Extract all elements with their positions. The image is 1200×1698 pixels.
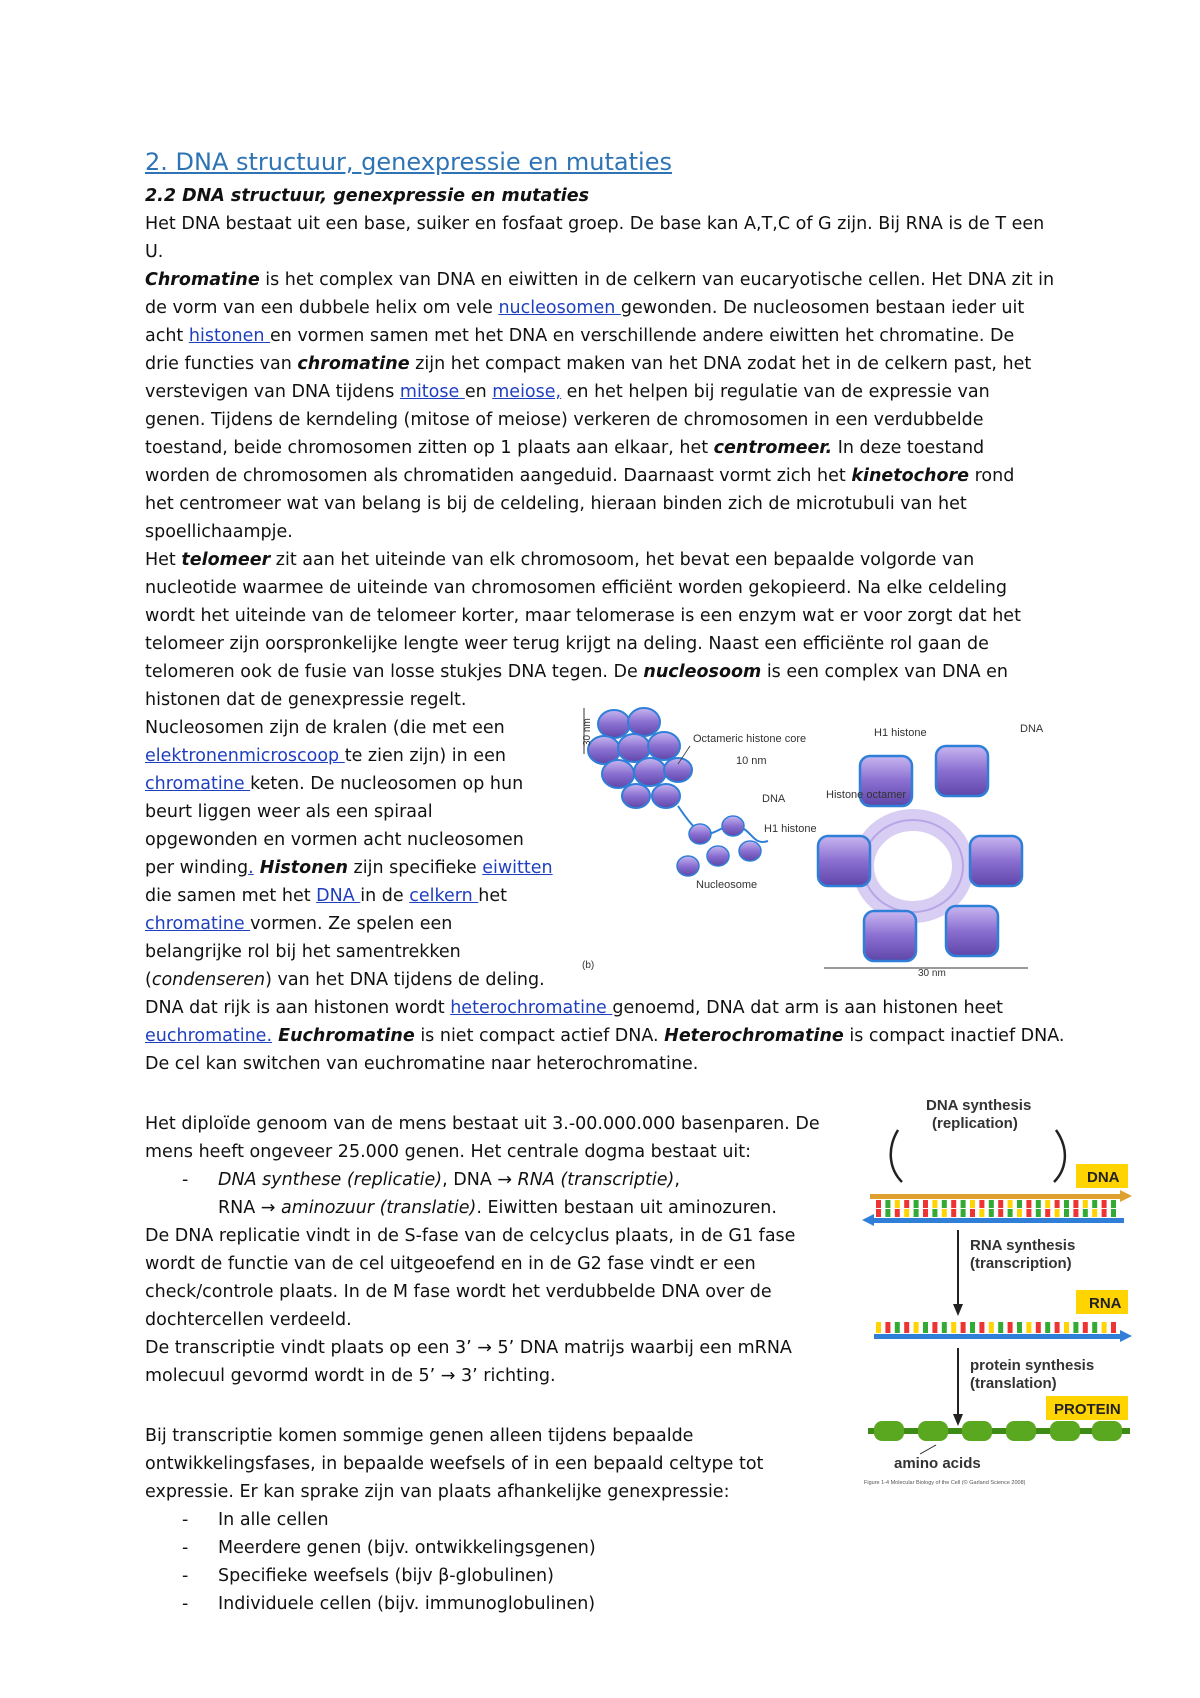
dna-base [942, 1200, 947, 1208]
term-histonen: Histonen [253, 858, 348, 878]
rna-base [1008, 1322, 1013, 1333]
paragraph-line: Het diploïde genoom van de mens bestaat uit 3.-00.000.000 basenparen. De [145, 1114, 820, 1134]
label-protein-synthesis: protein synthesis [970, 1357, 1095, 1374]
rna-base [1092, 1322, 1097, 1333]
dna-base [998, 1209, 1003, 1217]
dna-base [1055, 1200, 1060, 1208]
paragraph-line: expressie. Er kan sprake zijn van plaats afhankelijke genexpressie: [145, 1482, 730, 1502]
rna-base [1083, 1322, 1088, 1333]
tag-dna-label: DNA [1087, 1169, 1120, 1186]
text: keten. De nucleosomen op hun [250, 774, 524, 794]
link-euchromatine[interactable]: euchromatine. [145, 1026, 273, 1046]
text: telomeren ook de fusie van losse stukjes DNA tegen. De [145, 662, 644, 682]
dna-base [1008, 1209, 1013, 1217]
scale-label-30nm: 30 nm [582, 718, 593, 746]
dna-base [1017, 1209, 1022, 1217]
list-item: Specifieke weefsels (bijv β-globulinen) [218, 1566, 554, 1586]
list-dash: - [182, 1566, 189, 1586]
text: is het complex van DNA en eiwitten in de celkern van eucaryotische cellen. Het DNA zit in [259, 270, 1055, 290]
link-histonen[interactable]: histonen [188, 326, 271, 346]
term-nucleosoom: nucleosoom [643, 662, 762, 682]
list-item-continued [218, 1197, 777, 1219]
rna-base [989, 1322, 994, 1333]
central-dogma-figure [860, 1090, 1136, 1490]
list-dash: - [182, 1170, 189, 1190]
dna-base [1083, 1209, 1088, 1217]
paragraph-line [145, 857, 553, 879]
dna-base [895, 1209, 900, 1217]
text: per winding [145, 858, 249, 878]
paragraph-line: De DNA replicatie vindt in de S-fase van de celcyclus plaats, in de G1 fase [145, 1226, 796, 1246]
dna-base [998, 1200, 1003, 1208]
rna-base [970, 1322, 975, 1333]
paragraph-line [145, 969, 545, 991]
link-chromatine-2[interactable]: chromatine [145, 914, 251, 934]
figure-credit: Figure 1-4 Molecular Biology of the Cell (© Garland Science 2008) [864, 1480, 1026, 1486]
text: gewonden. De nucleosomen bestaan ieder uit [620, 298, 1025, 318]
dna-base [1064, 1209, 1069, 1217]
paragraph-line: mens heeft ongeveer 25.000 genen. Het centrale dogma bestaat uit: [145, 1142, 752, 1162]
text: verstevigen van DNA tijdens [145, 382, 400, 402]
dna-base [961, 1209, 966, 1217]
dna-base [1045, 1209, 1050, 1217]
text: aminozuur (translatie) [275, 1198, 477, 1218]
dna-base [904, 1200, 909, 1208]
text: in de [360, 886, 410, 906]
term-telomeer: telomeer [181, 550, 271, 570]
rna-base [979, 1322, 984, 1333]
paragraph-line: wordt het uiteinde van de telomeer korter, maar telomerase is een enzym wat er voor zorgt dat het [145, 606, 1021, 626]
dna-base [970, 1200, 975, 1208]
dna-base [914, 1200, 919, 1208]
paragraph-line: check/controle plaats. In de M fase wordt het verdubbelde DNA over de [145, 1282, 772, 1302]
paragraph-line [145, 353, 1031, 375]
subsection-heading: 2.2 DNA structuur, genexpressie en mutaties [145, 186, 589, 206]
text: zit aan het uiteinde van elk chromosoom, het bevat een bepaalde volgorde van [270, 550, 975, 570]
paragraph-line [145, 325, 1014, 347]
text: ) van het DNA tijdens de deling. [265, 970, 545, 990]
rna-base [1055, 1322, 1060, 1333]
label-transcription: (transcription) [970, 1255, 1072, 1272]
paragraph-line [145, 549, 974, 571]
rna-base [895, 1322, 900, 1333]
paragraph-line: telomeer zijn oorspronkelijke lengte weer terug krijgt na deling. Naast een efficiënte rol gaan de [145, 634, 989, 654]
paragraph-line: ontwikkelingsfases, in bepaalde weefsels of in een bepaald celtype tot [145, 1454, 764, 1474]
dna-base [1008, 1200, 1013, 1208]
rna-base [1045, 1322, 1050, 1333]
text: acht [145, 326, 189, 346]
text: Het [145, 550, 182, 570]
dna-base [1102, 1209, 1107, 1217]
paragraph-line [145, 381, 990, 403]
text: het [478, 886, 508, 906]
rna-base [1064, 1322, 1069, 1333]
label-amino-acids: amino acids [894, 1455, 981, 1472]
term-heterochromatine: Heterochromatine [664, 1026, 844, 1046]
text: DNA dat rijk is aan histonen wordt [145, 998, 451, 1018]
text: , [674, 1170, 680, 1190]
nucleosome-cluster [588, 708, 692, 808]
rna-base [914, 1322, 919, 1333]
rna-base [961, 1322, 966, 1333]
rna-base [998, 1322, 1003, 1333]
dna-base [923, 1200, 928, 1208]
link-celkern[interactable]: celkern [409, 886, 479, 906]
tag-protein-label: PROTEIN [1054, 1401, 1121, 1418]
text: is een complex van DNA en [761, 662, 1008, 682]
text: , DNA [442, 1170, 498, 1190]
dna-base [1026, 1209, 1031, 1217]
list-item: Meerdere genen (bijv. ontwikkelingsgenen) [218, 1538, 596, 1558]
dna-base [1073, 1209, 1078, 1217]
label-translation: (translation) [970, 1375, 1057, 1392]
text: worden de chromosomen als chromatiden aangeduid. Daarnaast vormt zich het [145, 466, 852, 486]
paragraph-line [145, 913, 452, 935]
rna-base [1026, 1322, 1031, 1333]
paragraph-line: wordt de functie van de cel uitgeoefend en in de G2 fase vindt er een [145, 1254, 756, 1274]
dna-base [1102, 1200, 1107, 1208]
paragraph-line [145, 269, 1054, 291]
paragraph-line [145, 1025, 1064, 1047]
text: en vormen samen met het DNA en verschillende andere eiwitten het chromatine. De [270, 326, 1015, 346]
label-b: (b) [582, 960, 595, 971]
rna-base [1102, 1322, 1107, 1333]
amino-acid-chain [868, 1421, 1130, 1441]
paragraph-line: nucleotide waarmee de uiteinde van chromosomen efficiënt worden gekopieerd. Na elke celdeling [145, 578, 1008, 598]
rna-base [932, 1322, 937, 1333]
dna-base [914, 1209, 919, 1217]
dna-base [895, 1200, 900, 1208]
text: en het helpen bij regulatie van de expressie van [561, 382, 990, 402]
rna-base [885, 1322, 890, 1333]
paragraph-line: Het DNA bestaat uit een base, suiker en fosfaat groep. De base kan A,T,C of G zijn. Bij RNA is de T een [145, 214, 1045, 234]
dna-base [1045, 1200, 1050, 1208]
dna-base [989, 1200, 994, 1208]
text: RNA (transcriptie) [512, 1170, 675, 1190]
link-period[interactable]: . [248, 858, 254, 878]
term-centromeer: centromeer. [713, 438, 833, 458]
section-heading: 2. DNA structuur, genexpressie en mutaties [145, 148, 672, 176]
dna-base [876, 1200, 881, 1208]
dna-base [1017, 1200, 1022, 1208]
tag-rna-label: RNA [1089, 1295, 1122, 1312]
paragraph-line: dochtercellen verdeeld. [145, 1310, 352, 1330]
text: genoemd, DNA dat arm is aan histonen heet [612, 998, 1003, 1018]
dna-strand [862, 1190, 1132, 1226]
paragraph-line: histonen dat de genexpressie regelt. [145, 690, 467, 710]
paragraph-line: belangrijke rol bij het samentrekken [145, 942, 461, 962]
paragraph-line [145, 297, 1024, 319]
text: RNA [218, 1198, 261, 1218]
dna-base [1064, 1200, 1069, 1208]
text: zijn het compact maken van het DNA zodat het in de celkern past, het [409, 354, 1032, 374]
link-mitose[interactable]: mitose [399, 382, 465, 402]
label-replication: (replication) [932, 1115, 1018, 1132]
text: . Eiwitten bestaan uit aminozuren. [476, 1198, 777, 1218]
text: rond [969, 466, 1015, 486]
scale-label-bottom: 30 nm [918, 968, 946, 976]
rna-base [1111, 1322, 1116, 1333]
dna-base [1036, 1200, 1041, 1208]
label-10nm: 10 nm [736, 755, 767, 767]
paragraph-line: het centromeer wat van belang is bij de celdeling, hieraan binden zich de microtubuli van het [145, 494, 967, 514]
dna-base [932, 1209, 937, 1217]
paragraph-line: U. [145, 242, 164, 262]
label-octameric-core: Octameric histone core [693, 733, 807, 745]
label-h1-histone-right: H1 histone [874, 727, 927, 739]
rna-base [951, 1322, 956, 1333]
list-dash: - [182, 1594, 189, 1614]
paragraph-line [145, 773, 523, 795]
term-chromatine: chromatine [297, 354, 410, 374]
nucleosome-figure [578, 706, 1056, 976]
dna-base [942, 1209, 947, 1217]
paragraph-line: beurt liggen weer als een spiraal [145, 802, 433, 822]
text: de vorm van een dubbele helix om vele [145, 298, 499, 318]
link-elektronenmicroscoop[interactable]: elektronenmicroscoop [145, 746, 345, 766]
term-condenseren: condenseren [151, 970, 266, 990]
paragraph-line: De transcriptie vindt plaats op een 3’ → 5’ DNA matrijs waarbij een mRNA [145, 1338, 792, 1358]
link-eiwitten[interactable]: eiwitten [482, 858, 553, 878]
paragraph-line: spoellichaampje. [145, 522, 293, 542]
paragraph-line: De cel kan switchen van euchromatine naar heterochromatine. [145, 1054, 699, 1074]
link-meiose[interactable]: meiose, [492, 382, 562, 402]
label-dna-right: DNA [1020, 723, 1044, 735]
link-chromatine[interactable]: chromatine [145, 774, 251, 794]
paragraph-line [145, 437, 984, 459]
link-dna[interactable]: DNA [316, 886, 361, 906]
text: zijn specifieke [347, 858, 483, 878]
list-item: In alle cellen [218, 1510, 329, 1530]
text: ( [145, 970, 152, 990]
label-dna-synthesis: DNA synthesis [926, 1097, 1032, 1114]
rna-base [1036, 1322, 1041, 1333]
paragraph-line: Nucleosomen zijn de kralen (die met een [145, 718, 505, 738]
rna-base [876, 1322, 881, 1333]
label-histone-octamer: Histone octamer [826, 789, 907, 801]
paragraph-line: genen. Tijdens de kerndeling (mitose of meiose) verkeren de chromosomen in een verdubbelde [145, 410, 984, 430]
list-dash: - [182, 1538, 189, 1558]
rna-strand [874, 1322, 1132, 1342]
text: toestand, beide chromosomen zitten op 1 plaats aan elkaar, het [145, 438, 714, 458]
dna-base [885, 1200, 890, 1208]
dna-base [970, 1209, 975, 1217]
label-nucleosome: Nucleosome [696, 879, 758, 891]
arrow-icon: → [497, 1170, 513, 1190]
rna-base [942, 1322, 947, 1333]
dna-base [1111, 1209, 1116, 1217]
dna-base [1083, 1200, 1088, 1208]
dna-base [1092, 1200, 1097, 1208]
dna-base [989, 1209, 994, 1217]
rna-base [923, 1322, 928, 1333]
link-nucleosomen[interactable]: nucleosomen [498, 298, 621, 318]
term-chromatine: Chromatine [145, 270, 260, 290]
text: vormen. Ze spelen een [250, 914, 453, 934]
paragraph-line [145, 745, 506, 767]
dna-base [1036, 1209, 1041, 1217]
dna-base [904, 1209, 909, 1217]
text: en [464, 382, 493, 402]
link-heterochromatine[interactable]: heterochromatine [450, 998, 613, 1018]
dna-base [923, 1209, 928, 1217]
dna-base [1092, 1209, 1097, 1217]
text: drie functies van [145, 354, 298, 374]
rna-base [904, 1322, 909, 1333]
list-item: Individuele cellen (bijv. immunoglobulinen) [218, 1594, 596, 1614]
text: DNA synthese (replicatie) [218, 1170, 443, 1190]
paragraph-line [145, 885, 507, 907]
dna-base [951, 1200, 956, 1208]
arrow-icon: → [260, 1198, 276, 1218]
paragraph-line: Bij transcriptie komen sommige genen alleen tijdens bepaalde [145, 1426, 694, 1446]
paragraph-line [145, 997, 1003, 1019]
text: In deze toestand [832, 438, 985, 458]
term-euchromatine: Euchromatine [272, 1026, 415, 1046]
dna-base [932, 1200, 937, 1208]
list-item [218, 1169, 680, 1191]
dna-base [1055, 1209, 1060, 1217]
term-kinetochore: kinetochore [851, 466, 970, 486]
dna-base [885, 1209, 890, 1217]
dna-base [951, 1209, 956, 1217]
dna-base [1073, 1200, 1078, 1208]
paragraph-line [145, 661, 1008, 683]
label-rna-synthesis: RNA synthesis [970, 1237, 1076, 1254]
chromatin-fiber [818, 746, 1022, 961]
dna-base [876, 1209, 881, 1217]
text: die samen met het [145, 886, 317, 906]
paragraph-line: opgewonden en vormen acht nucleosomen [145, 830, 524, 850]
label-h1-histone: H1 histone [764, 823, 817, 835]
rna-base [1017, 1322, 1022, 1333]
paragraph-line: molecuul gevormd wordt in de 5’ → 3’ richting. [145, 1366, 556, 1386]
dna-base [979, 1200, 984, 1208]
dna-base [961, 1200, 966, 1208]
rna-base [1073, 1322, 1078, 1333]
paragraph-line [145, 465, 1014, 487]
label-dna: DNA [762, 793, 786, 805]
list-dash: - [182, 1510, 189, 1530]
dna-base [979, 1209, 984, 1217]
text: is compact inactief DNA. [843, 1026, 1065, 1046]
text: is niet compact actief DNA. [414, 1026, 665, 1046]
dna-base [1111, 1200, 1116, 1208]
text: te zien zijn) in een [344, 746, 506, 766]
dna-base [1026, 1200, 1031, 1208]
